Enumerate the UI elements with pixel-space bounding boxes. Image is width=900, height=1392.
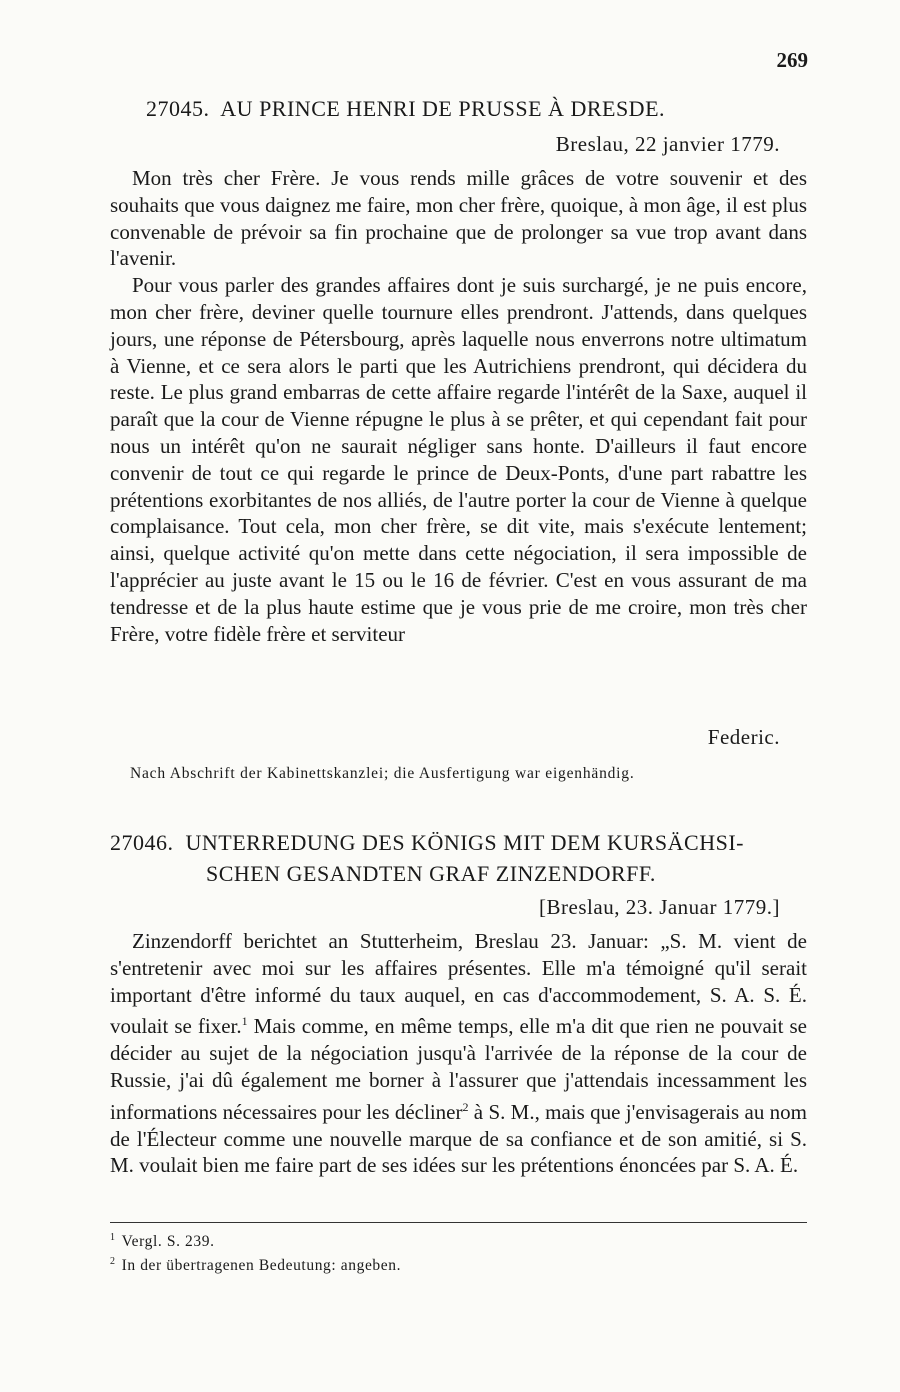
letter-heading [110, 93, 846, 124]
letter-title-line1: UNTERREDUNG DES KÖNIGS MIT DEM KURSÄCHSI- [185, 830, 745, 855]
signature: Federic. [707, 725, 780, 749]
source-note: Nach Abschrift der Kabinettskanzlei; die Ausfertigung war eigenhändig. [130, 765, 635, 782]
paragraph: Mon très cher Frère. Je vous rends mille grâces de votre souvenir et des souhaits que vous daignez me faire, mon cher frère, quoique, à mon âge, il est plus convenable de prévoir sa fin prochaine que de prolonger sa vue trop avant dans l'avenir. [110, 166, 807, 271]
letter-body [110, 165, 807, 647]
paragraph: Pour vous parler des grandes affaires dont je suis surchargé, je ne puis encore, mon cher frère, deviner quelle tournure elles prendront. J'attends, dans quelques jours, une réponse de Pétersbourg, après laquelle nous enverrons notre ultimatum à Vienne, et ce sera alors le parti que les Autrichiens prendront, qui décidera du reste. Le plus grand embarras de cette affaire regarde l'intérêt de la Saxe, auquel il paraît que la cour de Vienne répugne le plus à se prêter, et qui cependant fait pour nous un intérêt qu'on ne saurait négliger sans honte. D'ailleurs il faut encore convenir de tout ce qui regarde le prince de Deux-Ponts, d'une part rabattre les prétentions exorbitantes de nos alliés, de l'autre porter la cour de Vienne à quelque complaisance. Tout cela, mon cher frère, se dit vite, mais s'exécute lentement; ainsi, quelque activité qu'on mette dans cette négociation, il sera impossible de l'apprécier au juste avant le 15 ou le 16 de février. C'est en vous assurant de ma tendresse et de la plus haute estime que je vous prie de me croire, mon très cher Frère, votre fidèle frère et serviteur [110, 273, 807, 646]
footnote: $^1$ Vergl. S. 239. [110, 1232, 215, 1251]
letter-title-line2: SCHEN GESANDTEN GRAF ZINZENDORFF. [206, 861, 656, 886]
letter-number: 27046. [110, 830, 174, 855]
dateline: Breslau, 22 janvier 1779. [555, 132, 780, 156]
letter-title: AU PRINCE HENRI DE PRUSSE À DRESDE. [220, 96, 666, 121]
paragraph: Zinzendorff berichtet an Stutterheim, Breslau 23. Januar: „S. M. vient de s'entretenir avec moi sur les affaires présentes. Elle m'a témoigné qu'il serait important d'être informé du taux auquel, en cas d'accommodement, S. A. S. É. voulait se fixer.$^1$ Mais comme, en même temps, elle m'a dit que rien ne pouvait se décider au sujet de la négociation jusqu'à l'arrivée de la réponse de la cour de Russie, j'ai dû également me borner à l'assurer que j'attendais incessamment les informations nécessaires pour les décliner$^2$ à S. M., mais que j'envisagerais au nom de l'Électeur comme une nouvelle marque de sa confiance et de son amitié, si S. M. voulait bien me faire part de ses idées sur les prétentions énoncées par S. A. É. [110, 929, 807, 1178]
dateline: [Breslau, 23. Januar 1779.] [539, 895, 780, 919]
footnote-rule [110, 1222, 807, 1223]
letter-number: 27045. [146, 96, 210, 121]
footnote: $^2$ In der übertragenen Bedeutung: angeben. [110, 1256, 402, 1275]
letter-heading [110, 827, 810, 889]
footnotes [110, 1228, 807, 1276]
letter-body [110, 928, 807, 1179]
footnote-ref: 2 [462, 1099, 469, 1114]
page-number: 269 [776, 48, 808, 72]
footnote-ref: 1 [241, 1014, 248, 1029]
